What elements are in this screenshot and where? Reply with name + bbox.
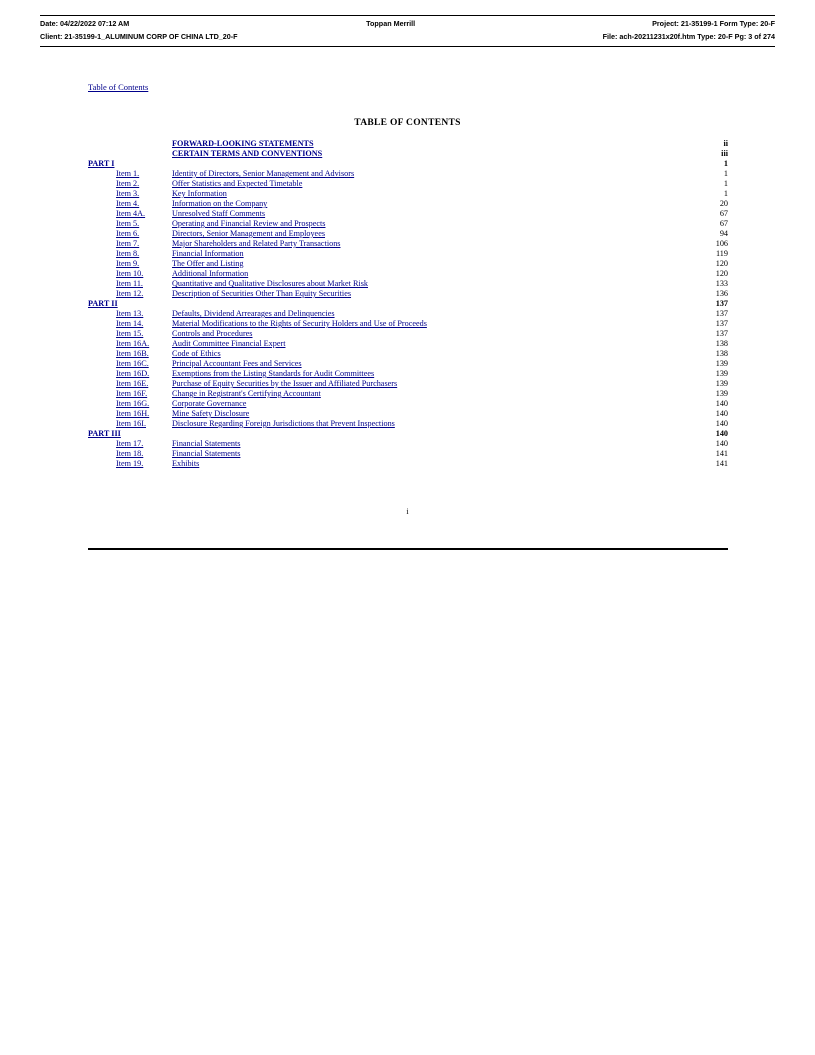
toc-row — [88, 459, 728, 469]
toc-row — [88, 259, 728, 269]
toc-description-link[interactable]: Unresolved Staff Comments — [172, 209, 266, 218]
toc-page-number: 20 — [719, 199, 728, 208]
toc-item-link[interactable]: Item 16C. — [116, 359, 149, 368]
toc-page-number: 140 — [715, 439, 728, 448]
toc-item-link[interactable]: Item 10. — [116, 269, 144, 278]
toc-item-label-cell — [88, 339, 172, 349]
toc-item-link[interactable]: Item 13. — [116, 309, 144, 318]
toc-description-cell — [172, 439, 694, 449]
toc-description-cell — [172, 329, 694, 339]
toc-item-link[interactable]: Item 12. — [116, 289, 144, 298]
toc-page-number: 139 — [715, 379, 728, 388]
toc-page-number: 136 — [715, 289, 728, 298]
toc-item-label-cell — [88, 399, 172, 409]
toc-row — [88, 299, 728, 309]
toc-description-link[interactable]: Offer Statistics and Expected Timetable — [172, 179, 303, 188]
toc-item-label-cell — [88, 209, 172, 219]
toc-description-cell — [172, 279, 694, 289]
toc-row — [88, 229, 728, 239]
toc-row — [88, 359, 728, 369]
toc-item-link[interactable]: Item 16A. — [116, 339, 150, 348]
toc-page-number: 139 — [715, 389, 728, 398]
toc-row — [88, 269, 728, 279]
toc-description-cell — [172, 299, 694, 309]
header-row-1 — [40, 17, 775, 30]
toc-page-number: 141 — [715, 459, 728, 468]
toc-row — [88, 369, 728, 379]
toc-description-link[interactable]: The Offer and Listing — [172, 259, 244, 268]
toc-page-number: 137 — [715, 299, 728, 308]
toc-description-cell — [172, 339, 694, 349]
toc-item-label-cell — [88, 289, 172, 299]
toc-row — [88, 379, 728, 389]
toc-description-link[interactable]: CERTAIN TERMS AND CONVENTIONS — [172, 149, 323, 158]
toc-item-label-cell — [88, 459, 172, 469]
toc-row — [88, 329, 728, 339]
toc-page-number: 1 — [723, 179, 728, 188]
toc-item-label-cell — [88, 319, 172, 329]
toc-item-label-cell — [88, 229, 172, 239]
toc-page-number: 141 — [715, 449, 728, 458]
toc-item-label-cell — [88, 239, 172, 249]
toc-description-link[interactable]: Major Shareholders and Related Party Transactions — [172, 239, 341, 248]
toc-description-link[interactable]: Change in Registrant's Certifying Accountant — [172, 389, 321, 398]
toc-row — [88, 319, 728, 329]
toc-item-link[interactable]: Item 16F. — [116, 389, 148, 398]
toc-item-label-cell — [88, 419, 172, 429]
table-of-contents — [88, 139, 728, 469]
toc-description-link[interactable]: Key Information — [172, 189, 227, 198]
toc-description-link[interactable]: Audit Committee Financial Expert — [172, 339, 286, 348]
toc-row — [88, 419, 728, 429]
table-of-contents-link[interactable]: Table of Contents — [88, 82, 149, 92]
toc-page-number: 140 — [715, 399, 728, 408]
toc-item-link[interactable]: Item 16D. — [116, 369, 150, 378]
toc-row — [88, 449, 728, 459]
toc-row — [88, 239, 728, 249]
toc-description-link[interactable]: Principal Accountant Fees and Services — [172, 359, 302, 368]
toc-row — [88, 179, 728, 189]
toc-page-number: ii — [723, 139, 728, 148]
toc-row — [88, 439, 728, 449]
toc-item-link[interactable]: Item 1. — [116, 169, 140, 178]
toc-item-label-cell — [88, 389, 172, 399]
toc-row — [88, 309, 728, 319]
header-file: File: ach-20211231x20f.htm Type: 20-F Pg: 3 of 274 — [602, 32, 775, 41]
toc-item-link[interactable]: Item 16B. — [116, 349, 149, 358]
toc-description-cell — [172, 449, 694, 459]
toc-description-cell — [172, 139, 694, 149]
toc-item-label-cell — [88, 219, 172, 229]
toc-page-number: 137 — [715, 309, 728, 318]
toc-item-label-cell — [88, 249, 172, 259]
toc-page-number: 139 — [715, 359, 728, 368]
toc-description-cell — [172, 429, 694, 439]
toc-page-number: 1 — [723, 159, 728, 168]
toc-item-link[interactable]: Item 15. — [116, 329, 144, 338]
toc-item-link[interactable]: PART III — [88, 429, 121, 438]
toc-row — [88, 189, 728, 199]
toc-item-label-cell — [88, 379, 172, 389]
header-row-2 — [40, 30, 775, 43]
toc-page-number: 106 — [715, 239, 728, 248]
toc-row — [88, 199, 728, 209]
toc-row — [88, 219, 728, 229]
toc-page-number: 138 — [715, 339, 728, 348]
toc-row — [88, 159, 728, 169]
toc-item-label-cell — [88, 279, 172, 289]
toc-description-link[interactable]: Information on the Company — [172, 199, 268, 208]
toc-item-label-cell — [88, 309, 172, 319]
toc-item-link[interactable]: Item 16G. — [116, 399, 150, 408]
toc-row — [88, 169, 728, 179]
toc-description-cell — [172, 149, 694, 159]
toc-item-link[interactable]: PART I — [88, 159, 115, 168]
toc-item-link[interactable]: Item 2. — [116, 179, 140, 188]
toc-page-number: 94 — [719, 229, 728, 238]
toc-description-cell — [172, 219, 694, 229]
toc-description-cell — [172, 199, 694, 209]
toc-page-number: 67 — [719, 219, 728, 228]
toc-description-cell — [172, 189, 694, 199]
toc-item-link[interactable]: Item 17. — [116, 439, 144, 448]
toc-item-label-cell — [88, 429, 172, 439]
toc-item-label-cell — [88, 259, 172, 269]
toc-item-label-cell — [88, 169, 172, 179]
page-folio: i — [406, 507, 409, 516]
toc-item-link[interactable]: Item 14. — [116, 319, 144, 328]
toc-description-cell — [172, 229, 694, 239]
toc-page-number: 119 — [716, 249, 728, 258]
toc-description-cell — [172, 289, 694, 299]
toc-description-cell — [172, 369, 694, 379]
toc-item-link[interactable]: Item 6. — [116, 229, 140, 238]
toc-item-label-cell — [88, 269, 172, 279]
toc-item-link[interactable]: Item 4A. — [116, 209, 146, 218]
toc-description-cell — [172, 359, 694, 369]
toc-row — [88, 209, 728, 219]
toc-page-number: 137 — [715, 319, 728, 328]
toc-description-link[interactable]: Quantitative and Qualitative Disclosures about Market Risk — [172, 279, 369, 288]
toc-page-number: 140 — [715, 429, 728, 438]
toc-item-label-cell — [88, 329, 172, 339]
toc-row — [88, 349, 728, 359]
toc-description-link[interactable]: FORWARD-LOOKING STATEMENTS — [172, 139, 314, 148]
toc-item-label-cell — [88, 159, 172, 169]
toc-description-link[interactable]: Controls and Procedures — [172, 329, 253, 338]
header-top-rule — [40, 15, 775, 16]
toc-description-link[interactable]: Mine Safety Disclosure — [172, 409, 250, 418]
toc-description-link[interactable]: Code of Ethics — [172, 349, 221, 358]
toc-item-link[interactable]: Item 18. — [116, 449, 144, 458]
header-project: Project: 21-35199-1 Form Type: 20-F — [652, 19, 775, 28]
toc-item-label-cell — [88, 199, 172, 209]
toc-row — [88, 149, 728, 159]
toc-item-label-cell — [88, 189, 172, 199]
toc-row — [88, 399, 728, 409]
toc-row — [88, 139, 728, 149]
toc-description-cell — [172, 309, 694, 319]
toc-item-link[interactable]: Item 8. — [116, 249, 140, 258]
toc-description-cell — [172, 409, 694, 419]
toc-page-number: iii — [721, 149, 728, 158]
toc-description-link[interactable]: Corporate Governance — [172, 399, 247, 408]
toc-page-number: 140 — [715, 409, 728, 418]
toc-page-number: 67 — [719, 209, 728, 218]
toc-row — [88, 279, 728, 289]
toc-item-label-cell — [88, 449, 172, 459]
toc-row — [88, 339, 728, 349]
toc-description-cell — [172, 419, 694, 429]
toc-item-label-cell — [88, 179, 172, 189]
toc-page-number: 120 — [715, 259, 728, 268]
toc-description-link[interactable]: Operating and Financial Review and Prospects — [172, 219, 326, 228]
toc-description-link[interactable]: Description of Securities Other Than Equity Securities — [172, 289, 352, 298]
page-title: TABLE OF CONTENTS — [354, 118, 461, 128]
toc-item-link[interactable]: Item 5. — [116, 219, 140, 228]
toc-item-link[interactable]: Item 16I. — [116, 419, 147, 428]
toc-description-link[interactable]: Disclosure Regarding Foreign Jurisdictions that Prevent Inspections — [172, 419, 395, 428]
toc-page-number: 138 — [715, 349, 728, 358]
toc-page-number: 139 — [715, 369, 728, 378]
toc-page-number: 133 — [715, 279, 728, 288]
toc-item-link[interactable]: Item 7. — [116, 239, 140, 248]
toc-item-label-cell — [88, 439, 172, 449]
toc-item-link[interactable]: Item 9. — [116, 259, 140, 268]
toc-description-link[interactable]: Exhibits — [172, 459, 200, 468]
toc-page-number: 137 — [715, 329, 728, 338]
toc-item-label-cell — [88, 369, 172, 379]
toc-description-link[interactable]: Financial Statements — [172, 439, 241, 448]
toc-description-cell — [172, 249, 694, 259]
toc-item-label-cell — [88, 139, 172, 149]
toc-page-number: 1 — [723, 189, 728, 198]
toc-row — [88, 389, 728, 399]
toc-item-link[interactable]: Item 4. — [116, 199, 140, 208]
toc-description-link[interactable]: Additional Information — [172, 269, 249, 278]
toc-description-cell — [172, 459, 694, 469]
toc-item-link[interactable]: Item 11. — [116, 279, 143, 288]
toc-description-cell — [172, 239, 694, 249]
toc-description-link[interactable]: Identity of Directors, Senior Management and Advisors — [172, 169, 355, 178]
toc-item-link[interactable]: PART II — [88, 299, 118, 308]
toc-description-cell — [172, 269, 694, 279]
toc-row — [88, 249, 728, 259]
toc-description-cell — [172, 169, 694, 179]
toc-description-link[interactable]: Financial Information — [172, 249, 244, 258]
toc-item-label-cell — [88, 409, 172, 419]
toc-page-number: 1 — [723, 169, 728, 178]
toc-description-cell — [172, 259, 694, 269]
toc-description-link[interactable]: Defaults, Dividend Arrearages and Delinquencies — [172, 309, 335, 318]
toc-description-cell — [172, 389, 694, 399]
toc-item-label-cell — [88, 349, 172, 359]
toc-page-number: 140 — [715, 419, 728, 428]
toc-description-cell — [172, 319, 694, 329]
toc-item-link[interactable]: Item 16E. — [116, 379, 149, 388]
toc-row — [88, 429, 728, 439]
toc-description-link[interactable]: Exemptions from the Listing Standards for Audit Committees — [172, 369, 375, 378]
toc-description-cell — [172, 159, 694, 169]
toc-description-cell — [172, 379, 694, 389]
toc-item-label-cell — [88, 359, 172, 369]
header-date: Date: 04/22/2022 07:12 AM — [40, 19, 130, 28]
toc-description-link[interactable]: Material Modifications to the Rights of Security Holders and Use of Proceeds — [172, 319, 427, 328]
toc-table — [88, 139, 728, 469]
toc-description-cell — [172, 349, 694, 359]
toc-item-link[interactable]: Item 16H. — [116, 409, 150, 418]
toc-row — [88, 289, 728, 299]
toc-item-label-cell — [88, 149, 172, 159]
page-header — [40, 17, 775, 43]
toc-item-label-cell — [88, 299, 172, 309]
header-vendor: Toppan Merrill — [366, 19, 416, 28]
toc-description-cell — [172, 179, 694, 189]
toc-description-link[interactable]: Purchase of Equity Securities by the Issuer and Affiliated Purchasers — [172, 379, 398, 388]
toc-description-cell — [172, 209, 694, 219]
footer-rule — [88, 548, 728, 550]
toc-item-link[interactable]: Item 3. — [116, 189, 140, 198]
toc-description-link[interactable]: Financial Statements — [172, 449, 241, 458]
toc-row — [88, 409, 728, 419]
toc-item-link[interactable]: Item 19. — [116, 459, 144, 468]
header-client: Client: 21-35199-1_ALUMINUM CORP OF CHINA LTD_20-F — [40, 32, 238, 41]
toc-description-cell — [172, 399, 694, 409]
header-bottom-rule — [40, 46, 775, 47]
toc-page-number: 120 — [715, 269, 728, 278]
toc-description-link[interactable]: Directors, Senior Management and Employees — [172, 229, 326, 238]
